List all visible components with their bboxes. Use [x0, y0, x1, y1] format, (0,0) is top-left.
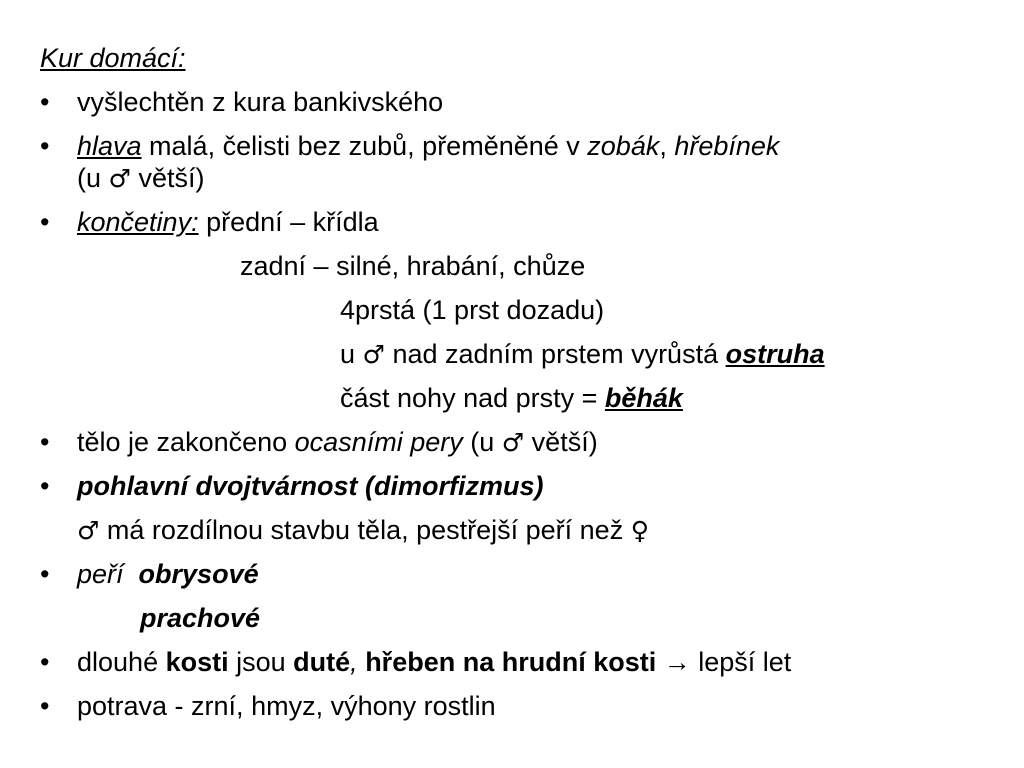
- bullet-marker: •: [40, 207, 50, 237]
- bullet-marker: •: [40, 559, 50, 589]
- limbs-spur: [340, 338, 825, 371]
- shank-term: běhák: [604, 383, 683, 413]
- bullet-marker: •: [40, 647, 50, 677]
- item-origin: vyšlechtěn z kura bankivského: [77, 87, 444, 117]
- item-tail: [77, 426, 598, 459]
- spur-start: u: [340, 339, 363, 369]
- bullet-marker: •: [40, 427, 50, 457]
- limbs-label: končetiny:: [77, 207, 199, 237]
- limbs-toes: 4prstá (1 prst dozadu): [340, 295, 605, 325]
- slide-title: Kur domácí:: [40, 43, 186, 73]
- dimorphism-desc: má rozdílnou stavbu těla, pestřejší peří než: [99, 515, 631, 545]
- limbs-front: přední – křídla: [198, 207, 379, 237]
- head-comma: ,: [659, 131, 675, 161]
- feathers-label: peří: [77, 559, 124, 589]
- item-feathers: [77, 558, 259, 590]
- feathers-down: prachové: [140, 603, 261, 633]
- male-symbol-icon: ♂: [108, 164, 131, 193]
- bullet-marker: •: [40, 131, 50, 161]
- male-symbol-icon: ♂: [77, 516, 100, 545]
- item-limbs: [77, 206, 379, 238]
- limbs-hind: zadní – silné, hrabání, chůze: [240, 251, 586, 281]
- head-label: hlava: [77, 131, 142, 161]
- bones-comma: ,: [350, 647, 366, 677]
- male-symbol-icon: ♂: [362, 340, 385, 369]
- bones-text2: jsou: [228, 647, 294, 677]
- feathers-contour: obrysové: [138, 559, 259, 589]
- limbs-shank: [340, 382, 683, 414]
- tail-text3: větší): [524, 427, 598, 457]
- head-line2-start: (u: [77, 163, 109, 193]
- bones-dute: duté: [293, 647, 351, 677]
- arrow-right-icon: →: [656, 647, 699, 677]
- tail-text: tělo je zakončeno: [77, 427, 295, 457]
- dimorphism-heading: pohlavní dvojtvárnost (dimorfizmus): [77, 471, 544, 501]
- head-line2-end: větší): [130, 163, 205, 193]
- beak-term: zobák: [587, 131, 660, 161]
- item-head-line2: [77, 162, 204, 195]
- bullet-marker: •: [40, 691, 50, 721]
- male-symbol-icon: ♂: [501, 428, 525, 457]
- bullet-marker: •: [40, 87, 50, 117]
- bones-result: lepší let: [698, 647, 792, 677]
- bones-text: dlouhé: [77, 647, 166, 677]
- shank-text: část nohy nad prsty =: [340, 383, 605, 413]
- female-symbol-icon: ♀: [630, 516, 650, 545]
- spur-text: nad zadním prstem vyrůstá: [384, 339, 726, 369]
- head-text: malá, čelisti bez zubů, přeměněné v: [141, 131, 588, 161]
- item-head: [77, 130, 779, 162]
- comb-term: hřebínek: [674, 131, 780, 161]
- bullet-marker: •: [40, 471, 50, 501]
- item-bones: [77, 646, 791, 678]
- tail-text2: (u: [462, 427, 502, 457]
- tail-term: ocasními pery: [294, 427, 463, 457]
- spur-term: ostruha: [725, 339, 825, 369]
- dimorphism-text: [77, 514, 649, 547]
- bones-kosti: kosti: [165, 647, 229, 677]
- item-food: potrava - zrní, hmyz, výhony rostlin: [77, 691, 496, 721]
- bones-keel: hřeben na hrudní kosti: [365, 647, 657, 677]
